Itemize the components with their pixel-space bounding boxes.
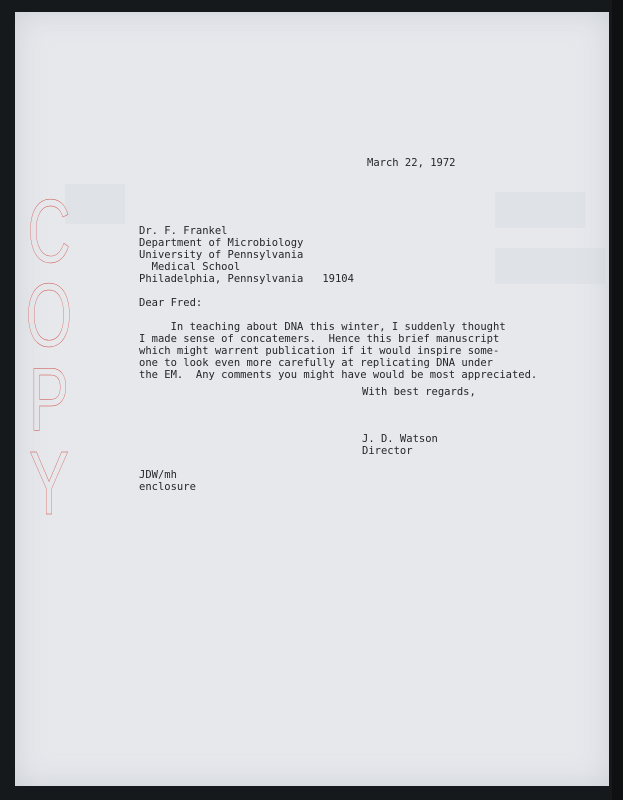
letter-date: March 22, 1972: [367, 157, 456, 169]
recipient-line: Department of Microbiology: [139, 237, 304, 249]
copy-stamp: [25, 181, 73, 534]
recipient-line: Medical School: [139, 261, 241, 273]
recipient-line: University of Pennsylvania: [139, 249, 304, 261]
letter-page: [15, 12, 609, 786]
body-line: In teaching about DNA this winter, I suddenly thought: [139, 321, 506, 333]
stamp-letter: C: [27, 181, 71, 282]
stamp-letter: Y: [28, 433, 70, 534]
stamp-letter: P: [28, 349, 70, 450]
closing: With best regards,: [362, 386, 476, 398]
recipient-line: Dr. F. Frankel: [139, 225, 228, 237]
body-line: one to look even more carefully at replicating DNA under: [139, 357, 494, 369]
signer-title: Director: [362, 445, 413, 457]
body-line: the EM. Any comments you might have would be most appreciated.: [139, 369, 538, 381]
signer-name: J. D. Watson: [362, 433, 438, 445]
recipient-line: Philadelphia, Pennsylvania 19104: [139, 273, 354, 285]
salutation: Dear Fred:: [139, 297, 203, 309]
stamp-letter: O: [25, 265, 73, 366]
bleed-through-right: [485, 192, 605, 302]
body-line: I made sense of concatemers. Hence this brief manuscript: [139, 333, 500, 345]
reference-initials: JDW/mh: [139, 469, 177, 481]
binder-edge: [612, 0, 623, 800]
enclosure-note: enclosure: [139, 481, 196, 493]
body-line: which might warrent publication if it would inspire some-: [139, 345, 500, 357]
